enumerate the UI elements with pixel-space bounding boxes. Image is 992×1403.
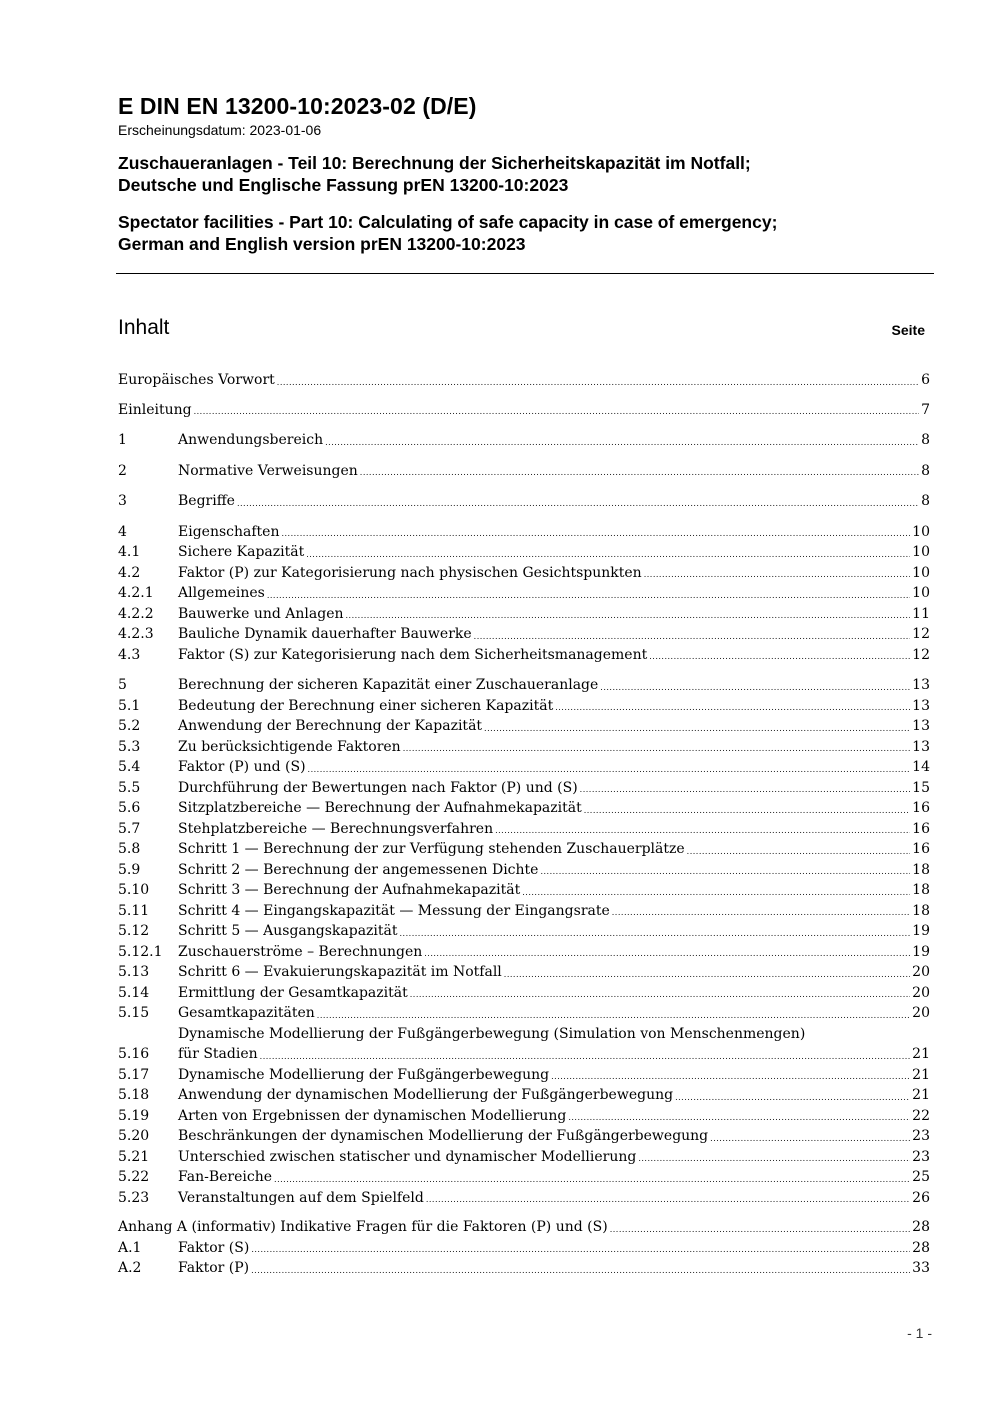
toc-entry-title: Arten von Ergebnissen der dynamischen Modellierung [178, 1107, 567, 1124]
toc-leader-dots [251, 1245, 910, 1254]
toc-leader-dots [522, 888, 910, 897]
toc-entry-title: Faktor (P) [178, 1260, 250, 1276]
toc-leader-dots [251, 1266, 910, 1275]
toc-entry-title: Bedeutung der Berechnung einer sicheren Kapazität [178, 697, 554, 714]
toc-entry-title: Sitzplatzbereiche — Berechnung der Aufnahmekapazität [178, 800, 582, 816]
toc-entry[interactable] [118, 1147, 930, 1168]
toc-entry-title: Gesamtkapazitäten [178, 1005, 315, 1021]
toc-leader-dots [649, 652, 910, 661]
toc-entry-page: 20 [912, 984, 930, 1001]
toc-entry[interactable] [118, 1188, 930, 1209]
toc-leader-dots [237, 499, 919, 508]
toc-leader-dots [540, 867, 910, 876]
title-english [118, 211, 934, 255]
toc-entry-page: 6 [921, 372, 930, 388]
toc-entry-number: 5.3 [118, 738, 141, 755]
toc-entry-page: 8 [921, 462, 930, 479]
title-german [118, 152, 934, 196]
toc-entry-number: 5.5 [118, 779, 141, 796]
toc-entry-number: 5.16 [118, 1046, 150, 1062]
toc-leader-dots [568, 1113, 910, 1122]
toc-entry[interactable] [118, 1065, 930, 1086]
toc-entry-number: 5.12.1 [118, 943, 163, 960]
toc-entry-number: 4.2.2 [118, 605, 154, 622]
toc-entry[interactable] [118, 737, 930, 758]
toc-entry-number: 5.2 [118, 718, 141, 734]
toc-entry-title: Durchführung der Bewertungen nach Faktor (P) und (S) [178, 779, 578, 796]
toc-entry-title: Schritt 2 — Berechnung der angemessenen Dichte [178, 861, 539, 878]
toc-entry-page: 15 [912, 779, 930, 796]
toc-leader-dots [600, 683, 910, 692]
toc-leader-dots [687, 847, 911, 856]
toc-entry[interactable] [118, 839, 930, 860]
toc-entry[interactable] [118, 1217, 930, 1238]
toc-entry[interactable] [118, 645, 930, 666]
toc-leader-dots [551, 1072, 910, 1081]
toc-entry[interactable] [118, 624, 930, 645]
toc-entry-number: 5.19 [118, 1107, 150, 1124]
header-divider [116, 273, 934, 274]
toc-entry[interactable] [118, 461, 930, 482]
toc-entry-number: 5.20 [118, 1128, 150, 1144]
toc-entry[interactable] [118, 370, 930, 391]
toc-entry[interactable] [118, 522, 930, 543]
toc-entry-number: 4.2.3 [118, 626, 154, 642]
toc-leader-dots [274, 1175, 910, 1184]
toc-leader-dots [675, 1093, 910, 1102]
toc-entry[interactable] [118, 400, 930, 421]
toc-entry-title: Zu berücksichtigende Faktoren [178, 738, 401, 755]
toc-entry-title: Schritt 5 — Ausgangskapazität [178, 923, 398, 939]
toc-entry-page: 19 [912, 943, 930, 960]
toc-entry-page: 13 [912, 718, 930, 734]
toc-entry[interactable] [118, 983, 930, 1004]
toc-entry[interactable] [118, 1085, 930, 1106]
toc-entry-number: A.2 [118, 1260, 142, 1276]
toc-entry-page: 16 [912, 841, 930, 857]
toc-entry[interactable] [118, 542, 930, 563]
toc-entry-number: A.1 [118, 1239, 142, 1256]
toc-leader-dots [644, 570, 910, 579]
toc-entry-number: 2 [118, 462, 127, 479]
toc-entry-number: 5.9 [118, 861, 141, 878]
toc-leader-dots [410, 990, 910, 999]
toc-entry-page: 33 [912, 1260, 930, 1276]
toc-entry-page: 19 [912, 923, 930, 939]
toc-leader-dots [474, 632, 911, 641]
toc-leader-dots [360, 468, 919, 477]
toc-entry-title: Dynamische Modellierung der Fußgängerbewegung [178, 1066, 550, 1083]
toc-entry-number: 4.1 [118, 544, 141, 560]
document-id: E DIN EN 13200-10:2023-02 (D/E) [118, 93, 477, 119]
toc-leader-dots [424, 949, 910, 958]
toc-entry-page: 10 [912, 585, 930, 601]
toc-entry-title: Faktor (S) zur Kategorisierung nach dem Sicherheitsmanagement [178, 646, 648, 663]
toc-leader-dots [612, 908, 910, 917]
toc-leader-dots [306, 550, 910, 559]
toc-entry-page: 25 [912, 1169, 930, 1185]
toc-entry-number: 5.6 [118, 800, 141, 816]
toc-entry[interactable] [118, 798, 930, 819]
toc-entry[interactable] [118, 1167, 930, 1188]
toc-entry-page: 21 [912, 1046, 930, 1062]
toc-entry-number: 5.14 [118, 984, 150, 1001]
toc-entry[interactable] [118, 757, 930, 778]
toc-entry-page: 18 [912, 882, 930, 898]
toc-entry-number: 5.11 [118, 902, 150, 919]
toc-entry-number: 3 [118, 493, 127, 509]
toc-entry-page: 13 [912, 697, 930, 714]
toc-entry-number: 4.2 [118, 564, 141, 581]
toc-entry[interactable] [118, 901, 930, 922]
toc-entry-title: Bauwerke und Anlagen [178, 605, 344, 622]
toc-leader-dots [504, 970, 910, 979]
toc-entry[interactable] [118, 696, 930, 717]
toc-entry[interactable] [118, 430, 930, 451]
toc-leader-dots [638, 1154, 910, 1163]
toc-entry-title: Europäisches Vorwort [118, 372, 275, 388]
toc-entry[interactable] [118, 1024, 930, 1065]
toc-entry-title: Bauliche Dynamik dauerhafter Bauwerke [178, 626, 472, 642]
toc-entry-title: Fan-Bereiche [178, 1169, 273, 1185]
toc-entry[interactable] [118, 860, 930, 881]
toc-entry-page: 28 [912, 1239, 930, 1256]
toc-leader-dots [346, 611, 911, 620]
page-number-footer: - 1 - [907, 1325, 932, 1341]
toc-entry-page: 18 [912, 902, 930, 919]
toc-leader-dots [484, 724, 910, 733]
toc-entry-title: Sichere Kapazität [178, 544, 305, 560]
toc-entry-page: 10 [912, 523, 930, 540]
toc-entry[interactable] [118, 1258, 930, 1279]
toc-entry-title: Eigenschaften [178, 523, 280, 540]
title-german-line-2: Deutsche und Englische Fassung prEN 13200-10:2023 [118, 175, 569, 195]
toc-entry-title: Ermittlung der Gesamtkapazität [178, 984, 408, 1001]
toc-entry-page: 20 [912, 1005, 930, 1021]
toc-leader-dots [495, 826, 910, 835]
toc-leader-dots [555, 703, 910, 712]
toc-entry-number: 5.1 [118, 697, 141, 714]
toc-entry-page: 16 [912, 820, 930, 837]
toc-entry-number: 5.17 [118, 1066, 150, 1083]
toc-entry-number: 5.22 [118, 1169, 150, 1185]
toc-entry-page: 18 [912, 861, 930, 878]
toc-entry-title: Anwendung der Berechnung der Kapazität [178, 718, 483, 734]
toc-entry-number: 4.3 [118, 646, 141, 663]
toc-entry-title: Schritt 6 — Evakuierungskapazität im Notfall [178, 964, 502, 980]
toc-entry-title: Einleitung [118, 401, 192, 418]
toc-entry-number: 5.23 [118, 1189, 150, 1206]
toc-leader-dots [317, 1011, 910, 1020]
toc-entry-page: 22 [912, 1107, 930, 1124]
title-english-line-2: German and English version prEN 13200-10:2023 [118, 234, 526, 254]
toc-entry-page: 7 [921, 401, 930, 418]
toc-entry-page: 12 [912, 646, 930, 663]
toc-leader-dots [580, 785, 911, 794]
toc-entry[interactable] [118, 921, 930, 942]
toc-entry-title: Anhang A (informativ) Indikative Fragen für die Faktoren (P) und (S) [118, 1219, 608, 1235]
toc-entry-number: 4.2.1 [118, 585, 154, 601]
toc-entry[interactable] [118, 962, 930, 983]
toc-entry-page: 16 [912, 800, 930, 816]
toc-heading: Inhalt [118, 316, 170, 339]
toc-entry[interactable] [118, 819, 930, 840]
toc-entry-title-continued: für Stadien [178, 1046, 258, 1062]
toc-entry-page: 8 [921, 432, 930, 448]
toc-entry-page: 20 [912, 964, 930, 980]
document-header [118, 92, 934, 255]
toc-entry-number: 5.10 [118, 882, 150, 898]
toc-entry-title: Faktor (S) [178, 1239, 250, 1256]
toc-entry-page: 21 [912, 1087, 930, 1103]
toc-entry-page: 11 [912, 605, 930, 622]
toc-entry-number: 5.13 [118, 964, 150, 980]
toc-leader-dots [308, 765, 911, 774]
toc-leader-dots [403, 744, 910, 753]
toc-entry-page: 13 [912, 738, 930, 755]
toc-entry-page: 21 [912, 1066, 930, 1083]
toc-entry-page: 10 [912, 544, 930, 560]
toc-entry-page: 12 [912, 626, 930, 642]
toc-leader-dots [281, 529, 910, 538]
toc-entry-title: Schritt 3 — Berechnung der Aufnahmekapazität [178, 882, 521, 898]
toc-entry[interactable] [118, 778, 930, 799]
toc-entry-number: 5.15 [118, 1005, 150, 1021]
toc-entry-page: 26 [912, 1189, 930, 1206]
toc-entry-page: 10 [912, 564, 930, 581]
toc-leader-dots [610, 1225, 910, 1234]
toc-entry-title: Zuschauerströme – Berechnungen [178, 943, 423, 960]
toc-entry-page: 13 [912, 677, 930, 693]
toc-entry-page: 14 [912, 759, 930, 775]
toc-entry-title: Allgemeines [178, 585, 265, 601]
toc-leader-dots [194, 407, 920, 416]
toc-leader-dots [400, 929, 911, 938]
toc-entry-title: Berechnung der sicheren Kapazität einer Zuschaueranlage [178, 677, 599, 693]
toc-entry[interactable] [118, 563, 930, 584]
toc-entry-title: Normative Verweisungen [178, 462, 358, 479]
toc-leader-dots [260, 1052, 911, 1061]
toc-entry-number: 5.18 [118, 1087, 150, 1103]
toc-entry-title: Beschränkungen der dynamischen Modellierung der Fußgängerbewegung [178, 1128, 709, 1144]
toc-entry-number: 1 [118, 432, 127, 448]
toc-entry[interactable] [118, 942, 930, 963]
toc-entry-page: 23 [912, 1148, 930, 1165]
toc-entry[interactable] [118, 1126, 930, 1147]
toc-entry-page: 28 [912, 1219, 930, 1235]
toc-entry-title: Anwendung der dynamischen Modellierung der Fußgängerbewegung [178, 1087, 674, 1103]
toc-entry-title: Veranstaltungen auf dem Spielfeld [178, 1189, 424, 1206]
title-english-line-1: Spectator facilities - Part 10: Calculating of safe capacity in case of emergency; [118, 212, 778, 232]
toc-entry[interactable] [118, 583, 930, 604]
toc-leader-dots [277, 378, 919, 387]
toc-entry[interactable] [118, 1106, 930, 1127]
page-column-label: Seite [891, 322, 925, 338]
toc-entry[interactable] [118, 604, 930, 625]
toc-leader-dots [267, 591, 910, 600]
toc-entry-number: 5.7 [118, 820, 141, 837]
toc-entry-number: 5 [118, 677, 127, 693]
toc-entry-title: Faktor (P) und (S) [178, 759, 306, 775]
title-german-line-1: Zuschaueranlagen - Teil 10: Berechnung der Sicherheitskapazität im Notfall; [118, 153, 751, 173]
toc-entry-number: 5.8 [118, 841, 141, 857]
toc-entry-title: Schritt 1 — Berechnung der zur Verfügung stehenden Zuschauerplätze [178, 841, 685, 857]
toc-entry-number: 5.4 [118, 759, 141, 775]
toc-leader-dots [325, 438, 919, 447]
toc-entry-number: 5.12 [118, 923, 150, 939]
publication-date: Erscheinungsdatum: 2023-01-06 [118, 122, 322, 138]
toc-entry-title: Schritt 4 — Eingangskapazität — Messung der Eingangsrate [178, 902, 610, 919]
toc-entry-number: 4 [118, 523, 127, 540]
toc-entry[interactable] [118, 1003, 930, 1024]
toc-leader-dots [426, 1195, 910, 1204]
toc-leader-dots [584, 806, 910, 815]
toc-entry[interactable] [118, 675, 930, 696]
toc-entry[interactable] [118, 716, 930, 737]
toc-entry[interactable] [118, 491, 930, 512]
toc-entry[interactable] [118, 1238, 930, 1259]
toc-entry-title: Faktor (P) zur Kategorisierung nach physischen Gesichtspunkten [178, 564, 642, 581]
toc-entry-page: 23 [912, 1128, 930, 1144]
toc-entry-title: Anwendungsbereich [178, 432, 324, 448]
toc-entry-title: Stehplatzbereiche — Berechnungsverfahren [178, 820, 494, 837]
toc-entry-page: 8 [921, 493, 930, 509]
toc-entry-number: 5.21 [118, 1148, 150, 1165]
toc-entry-title: Dynamische Modellierung der Fußgängerbewegung (Simulation von Menschenmengen) [178, 1025, 806, 1042]
toc-entry[interactable] [118, 880, 930, 901]
toc-entry-title: Unterschied zwischen statischer und dynamischer Modellierung [178, 1148, 637, 1165]
table-of-contents [118, 370, 930, 1279]
toc-leader-dots [710, 1134, 910, 1143]
toc-entry-title: Begriffe [178, 493, 235, 509]
